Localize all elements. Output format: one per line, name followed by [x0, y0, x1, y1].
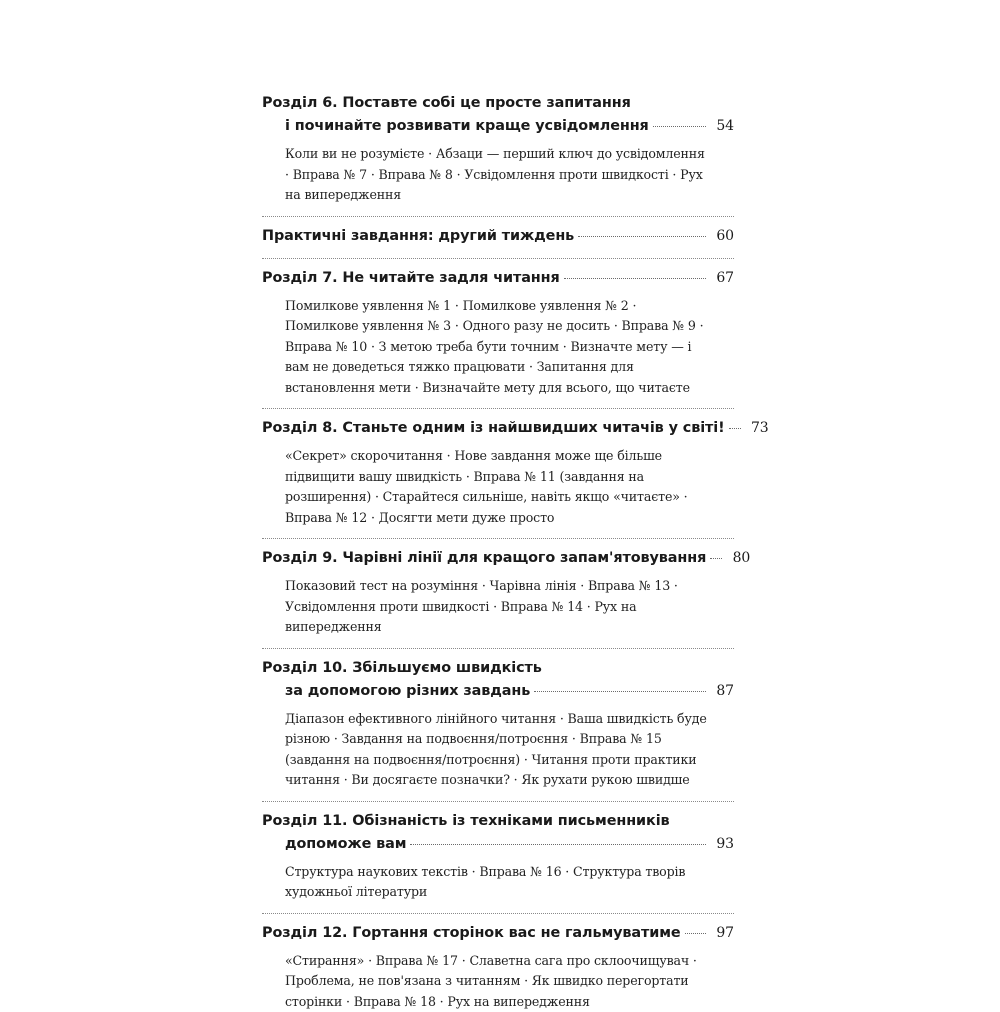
toc-entry-chapter-6: [262, 92, 734, 206]
entry-divider: [262, 801, 734, 802]
chapter-title: Розділ 8. Станьте одним із найшвидших читачів у світі!: [262, 417, 725, 440]
chapter-title-line-1: [262, 225, 734, 248]
chapter-title-line-2: [262, 680, 734, 703]
page-number: 97: [712, 922, 734, 945]
page-number: 93: [712, 833, 734, 856]
page-number: 73: [747, 417, 769, 440]
dot-leader: [710, 558, 722, 559]
chapter-heading: [262, 922, 734, 945]
entry-divider: [262, 538, 734, 539]
table-of-contents: [262, 92, 734, 1012]
dot-leader: [685, 933, 706, 934]
chapter-heading: [262, 92, 734, 138]
entry-divider: [262, 408, 734, 409]
chapter-title: Розділ 10. Збільшуємо швидкість: [262, 657, 542, 680]
chapter-title: Розділ 12. Гортання сторінок вас не гальмуватиме: [262, 922, 681, 945]
chapter-subtopics: Діапазон ефективного лінійного читання · Ваша швидкість буде різною · Завдання на подвоєння/потроєння · Вправа № 15 (завдання на подвоєння/потроєння) · Читання проти практики читання · Ви досягаєте позначки? · Як рухати рукою швидше: [262, 709, 734, 791]
chapter-title: Розділ 6. Поставте собі це просте запитання: [262, 92, 631, 115]
toc-entry-chapter-8: [262, 417, 734, 528]
toc-entry-practice-week-2: [262, 225, 734, 248]
chapter-title-line-2: [262, 833, 734, 856]
page-number: 80: [728, 547, 750, 570]
page-number: 54: [712, 115, 734, 138]
chapter-title-line-1: [262, 922, 734, 945]
dot-leader: [564, 278, 706, 279]
chapter-title-line-1: [262, 417, 734, 440]
toc-entry-chapter-9: [262, 547, 734, 638]
page-number: 67: [712, 267, 734, 290]
chapter-heading: [262, 810, 734, 856]
page-number: 87: [712, 680, 734, 703]
toc-entry-chapter-10: [262, 657, 734, 791]
toc-entry-chapter-11: [262, 810, 734, 903]
chapter-title-line-1: [262, 547, 734, 570]
entry-divider: [262, 258, 734, 259]
entry-divider: [262, 648, 734, 649]
chapter-subtopics: Помилкове уявлення № 1 · Помилкове уявлення № 2 · Помилкове уявлення № 3 · Одного разу не досить · Вправа № 9 · Вправа № 10 · З метою треба бути точним · Визначте мету — і вам не доведеться тяжко працювати · Запитання для встановлення мети · Визначайте мету для всього, що читаєте: [262, 296, 734, 399]
chapter-subtopics: «Стирання» · Вправа № 17 · Славетна сага про склоочищувач · Проблема, не пов'язана з читанням · Як швидко перегортати сторінки · Вправа № 18 · Рух на випередження: [262, 951, 734, 1012]
chapter-title-continued: допоможе вам: [285, 833, 406, 856]
chapter-heading: [262, 267, 734, 290]
entry-divider: [262, 216, 734, 217]
dot-leader: [578, 236, 706, 237]
toc-entry-chapter-7: [262, 267, 734, 399]
dot-leader: [653, 126, 706, 127]
chapter-title: Практичні завдання: другий тиждень: [262, 225, 574, 248]
chapter-title: Розділ 11. Обізнаність із техніками письменників: [262, 810, 670, 833]
chapter-heading: [262, 225, 734, 248]
page-number: 60: [712, 225, 734, 248]
dot-leader: [534, 691, 706, 692]
chapter-title-line-2: [262, 115, 734, 138]
chapter-heading: [262, 417, 734, 440]
chapter-title-continued: і починайте розвивати краще усвідомлення: [285, 115, 649, 138]
chapter-subtopics: «Секрет» скорочитання · Нове завдання може ще більше підвищити вашу швидкість · Вправа № 11 (завдання на розширення) · Старайтеся сильніше, навіть якщо «читаєте» · Вправа № 12 · Досягти мети дуже просто: [262, 446, 734, 528]
chapter-heading: [262, 547, 734, 570]
chapter-title: Розділ 7. Не читайте задля читання: [262, 267, 560, 290]
entry-divider: [262, 913, 734, 914]
dot-leader: [410, 844, 706, 845]
chapter-subtopics: Коли ви не розумієте · Абзаци — перший ключ до усвідомлення · Вправа № 7 · Вправа № 8 · Усвідомлення проти швидкості · Рух на випередження: [262, 144, 734, 206]
chapter-subtopics: Показовий тест на розуміння · Чарівна лінія · Вправа № 13 · Усвідомлення проти швидкості · Вправа № 14 · Рух на випередження: [262, 576, 734, 638]
toc-entry-chapter-12: [262, 922, 734, 1012]
chapter-title-line-1: [262, 810, 734, 833]
chapter-title-line-1: [262, 267, 734, 290]
chapter-title: Розділ 9. Чарівні лінії для кращого запам'ятовування: [262, 547, 706, 570]
chapter-subtopics: Структура наукових текстів · Вправа № 16 · Структура творів художньої літератури: [262, 862, 734, 903]
chapter-title-continued: за допомогою різних завдань: [285, 680, 530, 703]
chapter-heading: [262, 657, 734, 703]
chapter-title-line-1: [262, 657, 734, 680]
dot-leader: [729, 428, 741, 429]
chapter-title-line-1: [262, 92, 734, 115]
